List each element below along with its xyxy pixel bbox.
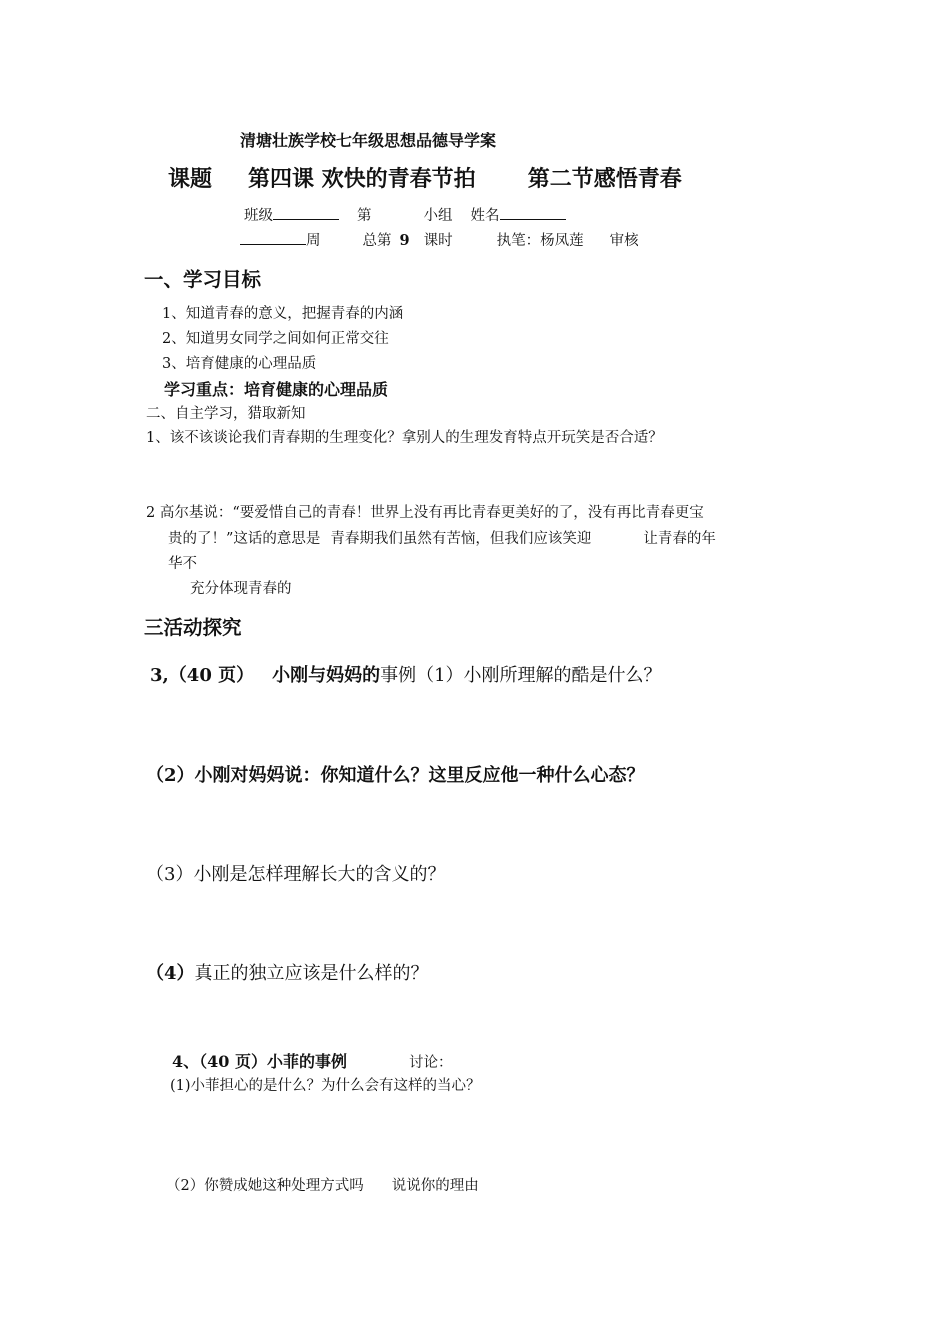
q3-4-number: （4） (146, 963, 195, 984)
question-2-line-1: 2 高尔基说：“要爱惜自己的青春！世界上没有再比青春更美好的了，没有再比青春更宝 (146, 505, 704, 521)
q3-4-text: 真正的独立应该是什么样的？ (194, 963, 429, 984)
question-2-line-2 (168, 527, 716, 548)
q3-rest: 事例（1）小刚所理解的酷是什么？ (380, 665, 662, 686)
review-label: 审核 (609, 233, 639, 249)
week-blank[interactable] (240, 230, 306, 245)
study-focus: 学习重点：培育健康的心理品质 (164, 380, 389, 399)
period-label: 课时 (423, 233, 453, 249)
name-blank[interactable] (500, 205, 566, 220)
question-4-2 (166, 1174, 479, 1195)
question-3-2: （2）小刚对妈妈说：你知道什么？这里反应他一种什么心态？ (146, 765, 645, 786)
question-3-1 (150, 661, 662, 687)
q2-part-a: 贵的了！”这话的意思是 (168, 531, 321, 547)
total-label: 总第 (362, 233, 392, 249)
q4-2-part-b: 说说你的理由 (391, 1178, 479, 1194)
question-1: 1、该不该谈论我们青春期的生理变化？拿别人的生理发育特点开玩笑是否合适？ (146, 430, 663, 446)
goals-heading: 一、学习目标 (144, 268, 262, 291)
week-label: 周 (306, 233, 321, 249)
goal-item-2: 2、知道男女同学之间如何正常交往 (162, 331, 389, 347)
q3-number: 3,（40 页） (150, 665, 255, 686)
name-label: 姓名 (470, 208, 500, 224)
q2-part-b: 青春期我们虽然有苦恼，但我们应该笑迎 (330, 531, 592, 547)
q4-title: 4、（40 页）小菲的事例 (172, 1052, 347, 1071)
q4-discuss: 讨论： (408, 1055, 453, 1071)
q2-part-c: 让青春的年 (643, 531, 716, 547)
question-2-line-4: 充分体现青春的 (190, 581, 292, 597)
section-name: 第二节感悟青春 (527, 166, 682, 192)
class-info-line (244, 204, 566, 225)
question-3-4 (146, 959, 429, 985)
class-label: 班级 (244, 208, 273, 224)
q4-2-part-a: （2）你赞成她这种处理方式吗 (166, 1178, 364, 1194)
author: 执笔：杨凤莲 (496, 233, 584, 249)
lesson-name: 第四课 欢快的青春节拍 (248, 166, 476, 192)
school-title: 清塘壮族学校七年级思想品德导学案 (240, 131, 497, 150)
group-label: 小组 (423, 208, 453, 224)
question-2-line-3: 华不 (168, 556, 197, 572)
self-study-heading: 二、自主学习，猎取新知 (146, 406, 306, 422)
question-3-3: （3）小刚是怎样理解长大的含义的？ (146, 864, 446, 885)
class-blank[interactable] (273, 205, 339, 220)
goal-item-3: 3、培育健康的心理品质 (162, 356, 317, 372)
question-4-1: (1)小菲担心的是什么？为什么会有这样的当心？ (170, 1078, 481, 1094)
di-label: 第 (357, 208, 372, 224)
topic-label: 课题 (168, 166, 213, 192)
lesson-title-line (168, 162, 682, 193)
total-number: 9 (399, 232, 410, 249)
question-4-title-line (172, 1049, 452, 1072)
period-info-line (240, 229, 639, 250)
goal-item-1: 1、知道青春的意义，把握青春的内涵 (162, 306, 404, 322)
activity-heading: 三活动探究 (144, 616, 242, 639)
q3-bold: 小刚与妈妈的 (272, 665, 381, 686)
